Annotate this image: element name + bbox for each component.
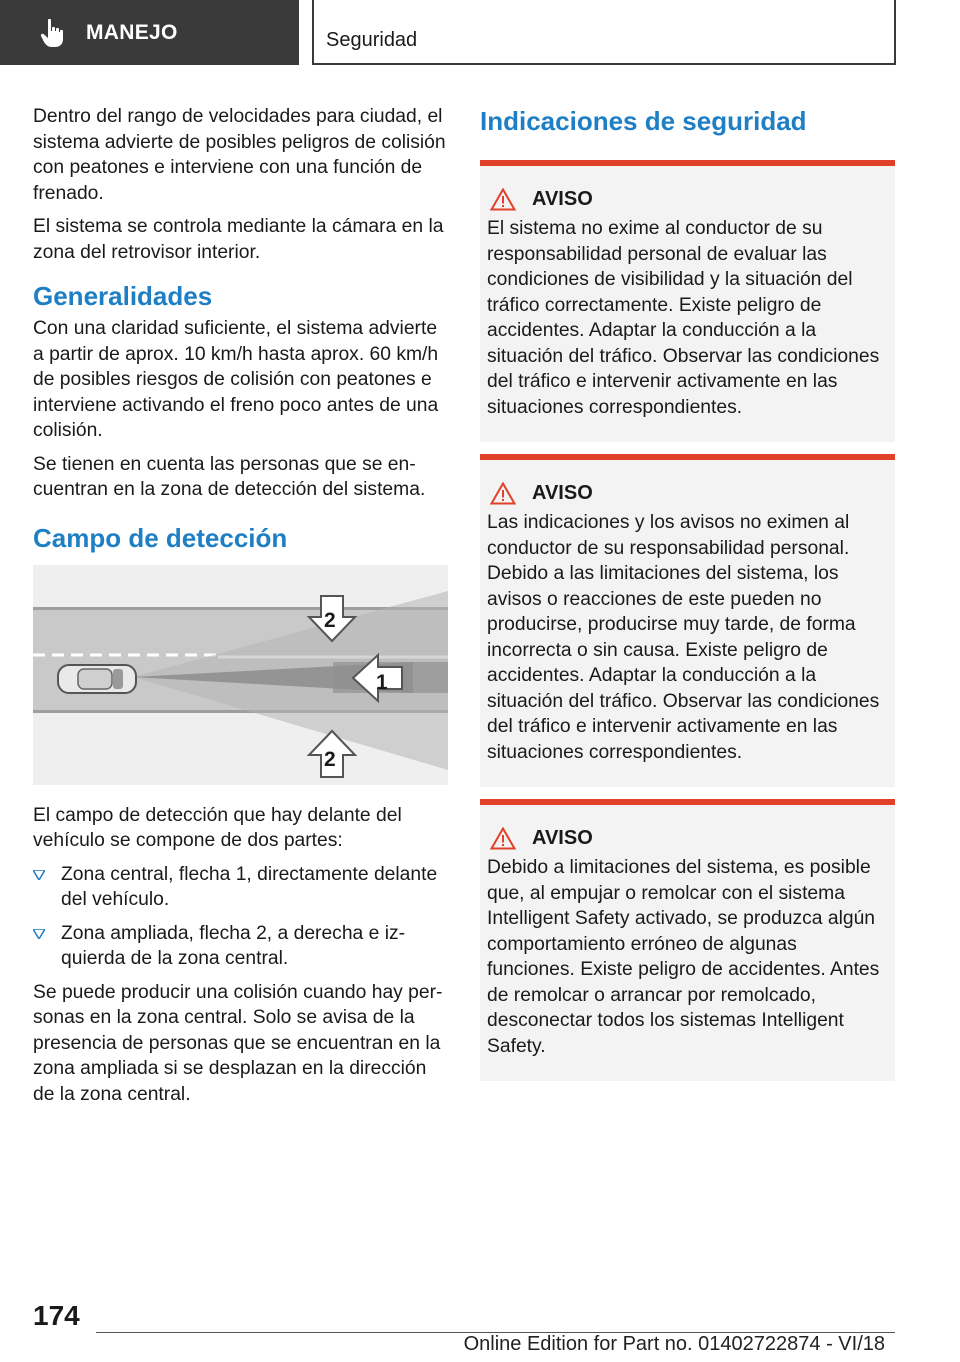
section-label: MANEJO [86, 20, 178, 44]
chapter-header [312, 0, 896, 65]
chapter-title: Seguridad [326, 29, 418, 51]
car-icon [58, 665, 136, 693]
svg-text:2: 2 [324, 747, 336, 771]
warning-title: AVISO [532, 187, 593, 210]
general-paragraph-1: Con una claridad suficiente, el sistema advierte a partir de aprox. 10 km/h hasta aprox. 60 km/h de posibles riesgos de colisión con peatones e interviene activando el freno poco antes de una colisión. [33, 318, 439, 441]
warning-text: Las indicaciones y los avisos no eximen al conductor de su responsabilidad personal. Debido a las limitaciones del sistema, los avisos o reacciones de este pueden no producirse, producirse muy tarde, de forma incorrecta o sin causa. Existe peligro de accidentes. Adaptar la conducción a la situación del tráfico. Observar las condiciones del tráfico e intervenir activamente en las situaciones correspondientes. [487, 512, 880, 763]
heading-generalidades: Generalidades [33, 281, 213, 311]
list-item-text: Zona ampliada, flecha 2, a derecha e izquierda de la zona central. [61, 922, 406, 969]
warning-triangle-icon [490, 188, 516, 211]
warning-box [480, 160, 895, 442]
warning-text: Debido a limitaciones del sistema, es posible que, al empujar o remolcar con el sistema Intelligent Safety activado, se produzca algún comportamiento erróneo de algunas funciones. Existe peligro de accidentes. Antes de remolcar o arrancar por remolcado, desconectar todos los sistemas Intelligent Safety. [487, 857, 880, 1057]
svg-text:2: 2 [324, 608, 336, 632]
detection-field-diagram [33, 565, 448, 785]
triangle-bullet-icon [33, 870, 45, 880]
intro-paragraph-1: Dentro del rango de velocidades para ciudad, el sistema advierte de posibles peligros de colisión con peatones e interviene con una función de frenado. [33, 106, 446, 204]
hand-pointer-icon [40, 18, 66, 48]
list-item-text: Zona central, flecha 1, directamente delante del vehículo. [61, 863, 438, 910]
heading-campo-deteccion: Campo de detección [33, 522, 288, 553]
warning-box [480, 454, 895, 787]
right-column [480, 104, 895, 1093]
section-tab[interactable] [0, 0, 299, 65]
closing-paragraph: Se puede producir una colisión cuando hay personas en la zona central. Solo se avisa de la presencia de personas que se encuentran en la zona ampliada si se desplazan en la dirección de la zona central. [33, 981, 443, 1105]
edition-note: Online Edition for Part no. 01402722874 - VI/18 [463, 1333, 885, 1355]
general-paragraph-2: Se tienen en cuenta las personas que se encuentran en la zona de detección del sistema. [33, 453, 426, 500]
warning-triangle-icon [490, 482, 516, 505]
zone-list [33, 862, 448, 972]
campo-intro: El campo de detección que hay delante del vehículo se compone de dos partes: [33, 804, 402, 851]
warning-title: AVISO [532, 826, 593, 849]
warning-text: El sistema no exime al conductor de su responsabilidad personal de evaluar las condiciones de visibilidad y la situación del tráfico correctamente. Existe peligro de accidentes. Adaptar la conducción a la situación del tráfico. Observar las condiciones del tráfico e intervenir activamente en las situaciones correspondientes. [487, 218, 880, 418]
warning-box [480, 799, 895, 1081]
heading-indicaciones: Indicaciones de seguridad [480, 106, 807, 136]
list-item [33, 921, 448, 972]
detection-field-figure [33, 565, 448, 785]
triangle-bullet-icon [33, 929, 45, 939]
page-number: 174 [33, 1300, 80, 1331]
left-column [33, 104, 448, 1115]
warning-title: AVISO [532, 481, 593, 504]
svg-text:1: 1 [376, 670, 388, 694]
intro-paragraph-2: El sistema se controla mediante la cámara en la zona del retrovisor interior. [33, 216, 444, 263]
list-item [33, 862, 448, 913]
warning-triangle-icon [490, 827, 516, 850]
